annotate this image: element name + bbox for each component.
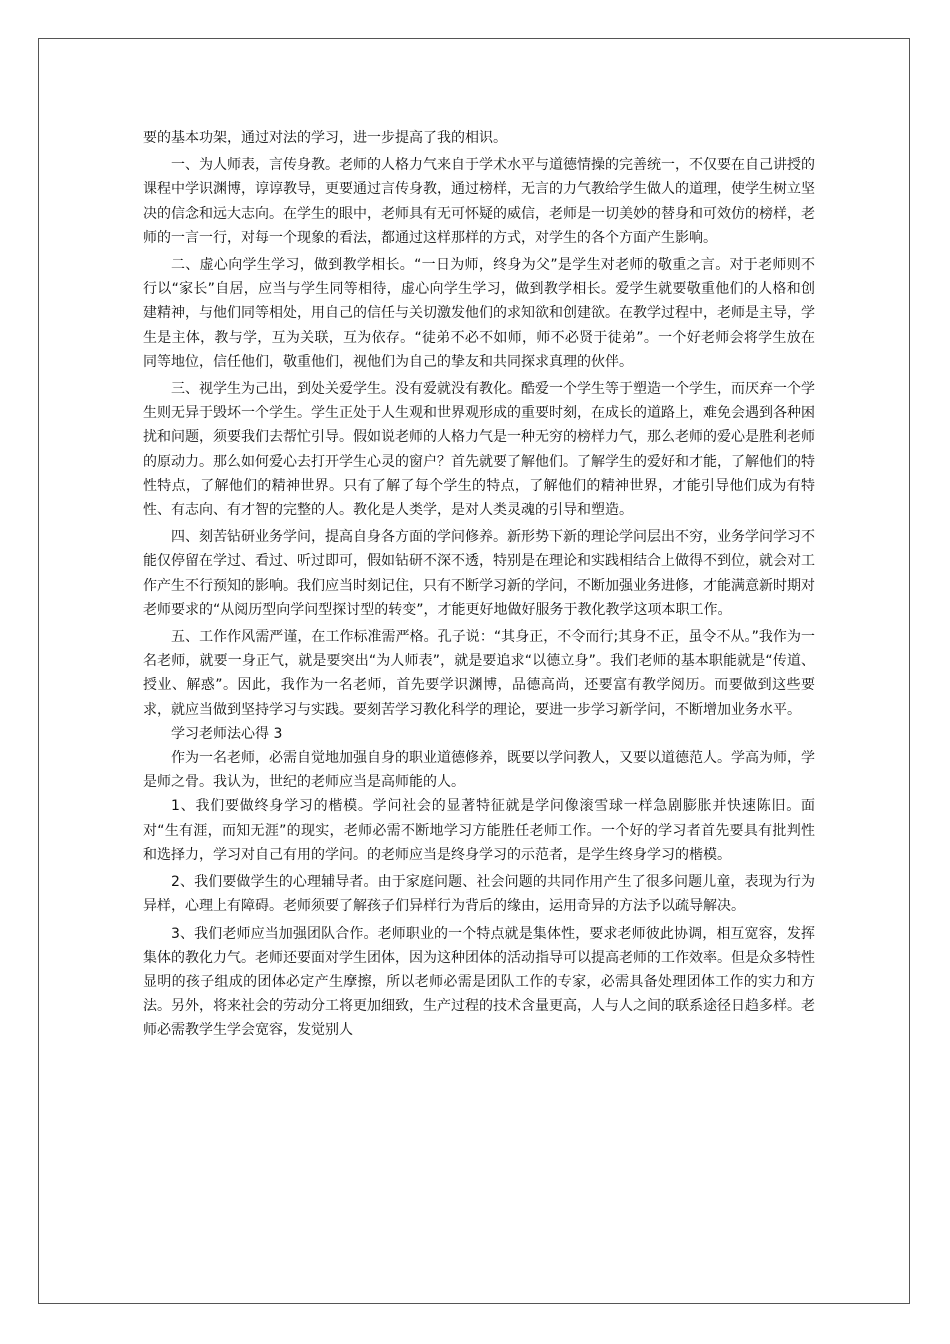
paragraph: 2、我们要做学生的心理辅导者。由于家庭问题、社会问题的共同作用产生了很多问题儿童，表现为行为异样，心理上有障碍。老师须要了解孩子们异样行为背后的缘由，运用奇异的方法予以疏导解决。	[143, 874, 815, 915]
paragraph: 三、视学生为己出，到处关爱学生。没有爱就没有教化。酷爱一个学生等于塑造一个学生，而厌弃一个学生则无异于毁坏一个学生。学生正处于人生观和世界观形成的重要时刻，在成长的道路上，难免会遇到各种困扰和问题，须要我们去帮忙引导。假如说老师的人格力气是一种无穷的榜样力气，那么老师的爱心是胜利老师的原动力。那么如何爱心去打开学生心灵的窗户？首先就要了解他们。了解学生的爱好和才能，了解他们的特性特点，了解他们的精神世界。只有了解了每个学生的特点，了解他们的精神世界，才能引导他们成为有特性、有志向、有才智的完整的人。教化是人类学，是对人类灵魂的引导和塑造。	[143, 381, 815, 519]
paragraph: 五、工作作风需严谨，在工作标准需严格。孔子说：“其身正，不令而行;其身不正，虽令不从。”我作为一名老师，就要一身正气，就是要突出“为人师表”，就是要追求“以德立身”。我们老师的基本职能就是“传道、授业、解惑”。因此，我作为一名老师，首先要学识渊博，品德高尚，还要富有教学阅历。而要做到这些要求，就应当做到坚持学习与实践。要刻苦学习教化科学的理论，要进一步学习新学问，不断增加业务水平。	[143, 629, 815, 718]
paragraph: 二、虚心向学生学习，做到教学相长。“一日为师，终身为父”是学生对老师的敬重之言。对于老师则不行以“家长”自居，应当与学生同等相待，虚心向学生学习，做到教学相长。爱学生就要敬重他们的人格和创建精神，与他们同等相处，用自己的信任与关切激发他们的求知欲和创建欲。在教学过程中，老师是主导，学生是主体，教与学，互为关联，互为依存。“徒弟不必不如师，师不必贤于徒弟”。一个好老师会将学生放在同等地位，信任他们，敬重他们，视他们为自己的挚友和共同探求真理的伙伴。	[143, 257, 815, 370]
paragraph: 作为一名老师，必需自觉地加强自身的职业道德修养，既要以学问教人，又要以道德范人。学高为师，学是师之骨。我认为，世纪的老师应当是高师能的人。	[143, 750, 815, 791]
section-heading: 学习老师法心得 3	[171, 725, 283, 742]
paragraph: 一、为人师表，言传身教。老师的人格力气来自于学术水平与道德情操的完善统一，不仅要在自己讲授的课程中学识渊博，谆谆教导，更要通过言传身教，通过榜样，无言的力气教给学生做人的道理，使学生树立坚决的信念和远大志向。在学生的眼中，老师具有无可怀疑的威信，老师是一切美妙的替身和可效仿的榜样，老师的一言一行，对每一个现象的看法，都通过这样那样的方式，对学生的各个方面产生影响。	[143, 157, 815, 246]
paragraph: 3、我们老师应当加强团队合作。老师职业的一个特点就是集体性，要求老师彼此协调，相互宽容，发挥集体的教化力气。老师还要面对学生团体，因为这种团体的活动指导可以提高老师的工作效率。但是众多特性显明的孩子组成的团体必定产生摩擦，所以老师必需是团队工作的专家，必需具备处理团体工作的实力和方法。另外，将来社会的劳动分工将更加细致，生产过程的技术含量更高，人与人之间的联系途径日趋多样。老师必需教学生学会宽容，发觉别人	[143, 925, 815, 1039]
paragraph: 1、我们要做终身学习的楷模。学问社会的显著特征就是学问像滚雪球一样急剧膨胀并快速陈旧。面对“生有涯，而知无涯”的现实，老师必需不断地学习方能胜任老师工作。一个好的学习者首先要具有批判性和选择力，学习对自己有用的学问。的老师应当是终身学习的示范者，是学生终身学习的楷模。	[143, 798, 815, 863]
paragraph: 四、刻苦钻研业务学问，提高自身各方面的学问修养。新形势下新的理论学问层出不穷，业务学问学习不能仅停留在学过、看过、听过即可，假如钻研不深不透，特别是在理论和实践相结合上做得不到位，就会对工作产生不行预知的影响。我们应当时刻记住，只有不断学习新的学问，不断加强业务进修，才能满意新时期对老师要求的“从阅历型向学问型探讨型的转变”，才能更好地做好服务于教化教学这项本职工作。	[143, 529, 815, 618]
document-body	[143, 126, 815, 1043]
paragraph-continuation: 要的基本功架，通过对法的学习，进一步提高了我的相识。	[143, 130, 507, 146]
